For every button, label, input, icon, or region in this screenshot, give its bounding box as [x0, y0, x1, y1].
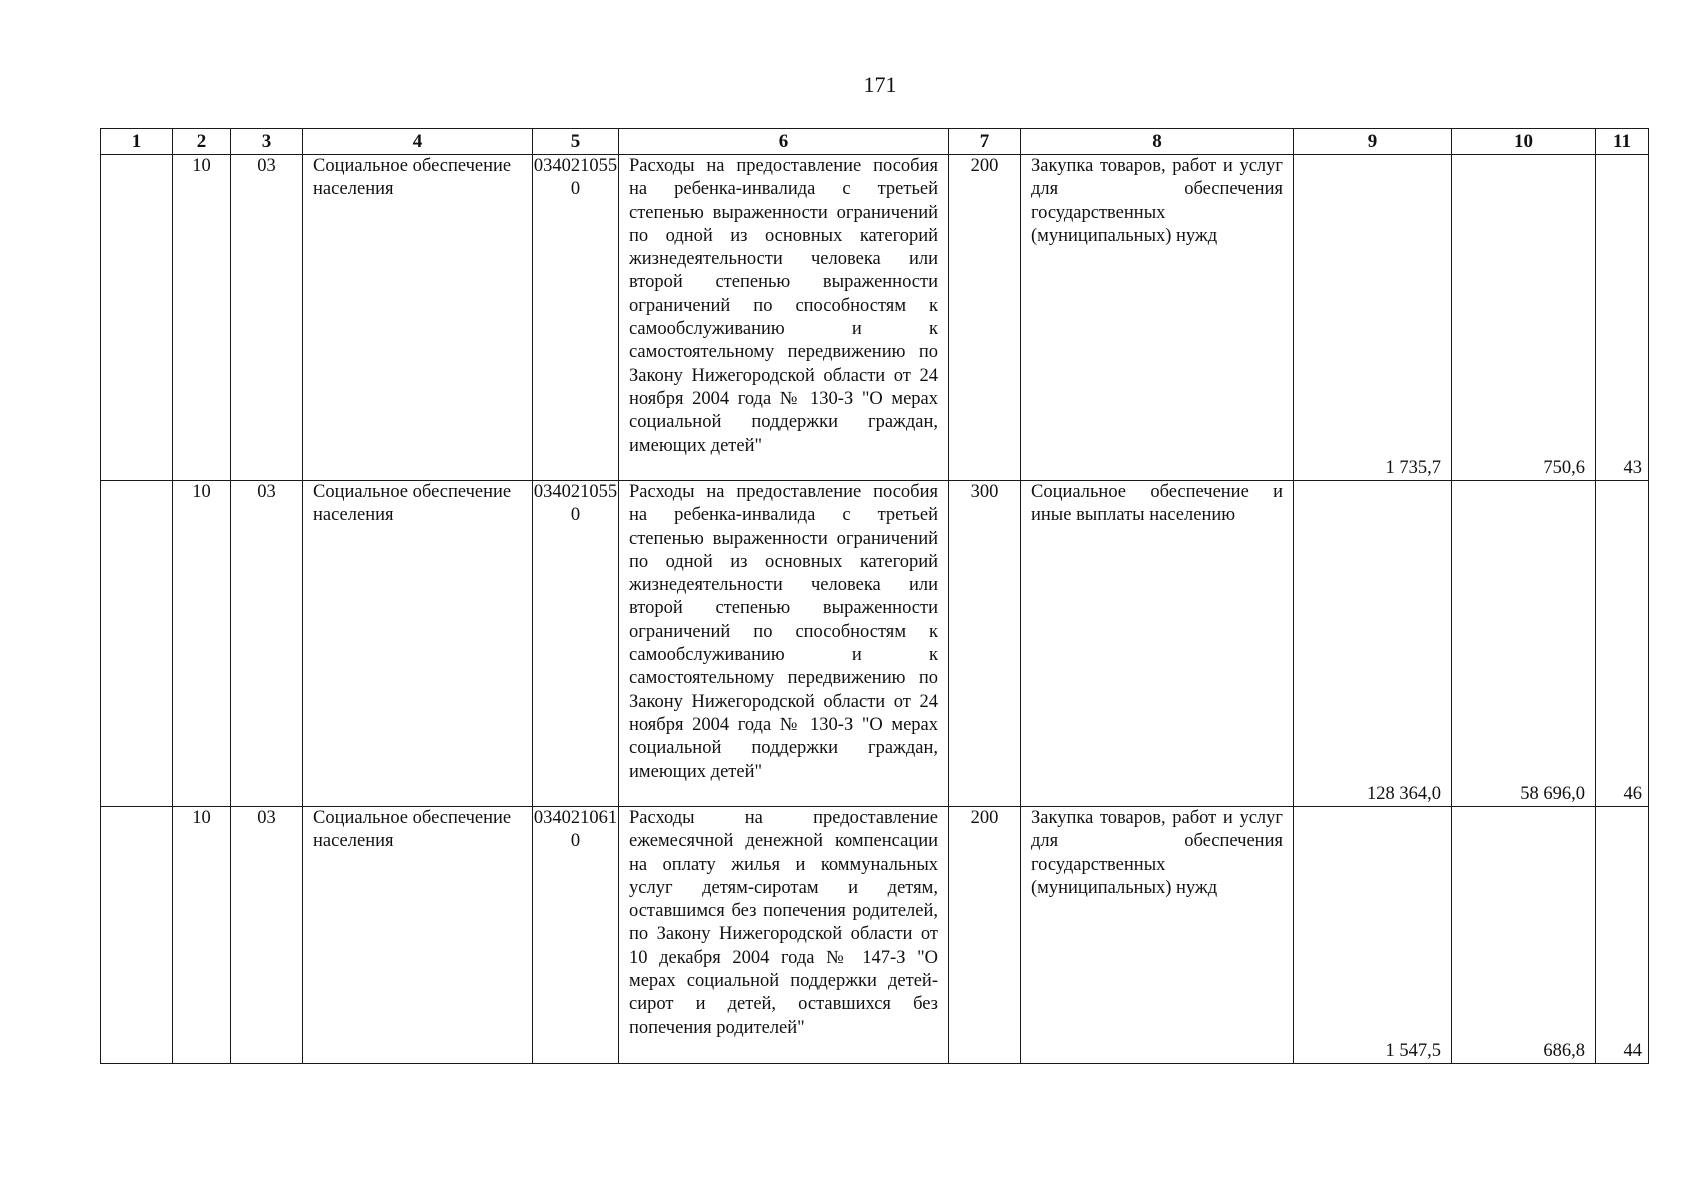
header-col-5: 5: [533, 129, 619, 155]
cell-section: 10: [173, 481, 231, 807]
cell-amount-plan: 1 547,5: [1294, 807, 1452, 1064]
cell-target-code: 0340210550: [533, 155, 619, 481]
header-col-6: 6: [619, 129, 949, 155]
cell-expense-type-name: Закупка товаров, работ и услуг для обеспечения государственных (муниципальных) нужд: [1021, 155, 1294, 481]
cell-percent: 44: [1596, 807, 1649, 1064]
budget-table: [100, 128, 1649, 1064]
cell-percent: 46: [1596, 481, 1649, 807]
header-col-9: 9: [1294, 129, 1452, 155]
cell-target-code: 0340210550: [533, 481, 619, 807]
cell-section: 10: [173, 155, 231, 481]
cell-amount-actual: 750,6: [1452, 155, 1596, 481]
table-row: [101, 155, 1649, 481]
header-col-2: 2: [173, 129, 231, 155]
cell-expense-type-name: Социальное обеспечение и иные выплаты населению: [1021, 481, 1294, 807]
cell-expense-type-code: 200: [949, 155, 1021, 481]
cell-section-name: Социальное обеспечение населения: [303, 481, 533, 807]
header-col-7: 7: [949, 129, 1021, 155]
cell-col1: [101, 807, 173, 1064]
cell-col1: [101, 155, 173, 481]
cell-amount-actual: 58 696,0: [1452, 481, 1596, 807]
cell-percent: 43: [1596, 155, 1649, 481]
page-number: 171: [863, 72, 897, 97]
cell-col1: [101, 481, 173, 807]
header-col-1: 1: [101, 129, 173, 155]
cell-section: 10: [173, 807, 231, 1064]
header-col-8: 8: [1021, 129, 1294, 155]
table-row: [101, 481, 1649, 807]
table-header-row: [101, 129, 1649, 155]
header-col-10: 10: [1452, 129, 1596, 155]
table-row: [101, 807, 1649, 1064]
cell-expense-type-code: 300: [949, 481, 1021, 807]
cell-amount-actual: 686,8: [1452, 807, 1596, 1064]
header-col-3: 3: [231, 129, 303, 155]
cell-section-name: Социальное обеспечение населения: [303, 807, 533, 1064]
header-col-11: 11: [1596, 129, 1649, 155]
cell-amount-plan: 128 364,0: [1294, 481, 1452, 807]
cell-subsection: 03: [231, 155, 303, 481]
header-col-4: 4: [303, 129, 533, 155]
cell-subsection: 03: [231, 481, 303, 807]
cell-amount-plan: 1 735,7: [1294, 155, 1452, 481]
cell-expense-type-code: 200: [949, 807, 1021, 1064]
cell-section-name: Социальное обеспечение населения: [303, 155, 533, 481]
cell-expense-description: Расходы на предоставление пособия на ребенка-инвалида с третьей степенью выраженности ограничений по одной из основных категорий жизнедеятельности человека или второй степенью выраженности ограничений по способностям к самообслуживанию и к самостоятельному передвижению по Закону Нижегородской области от 24 ноября 2004 года № 130-З "О мерах социальной поддержки граждан, имеющих детей": [619, 481, 949, 807]
cell-expense-description: Расходы на предоставление ежемесячной денежной компенсации на оплату жилья и коммунальных услуг детям-сиротам и детям, оставшимся без попечения родителей, по Закону Нижегородской области от 10 декабря 2004 года № 147-З "О мерах социальной поддержки детей-сирот и детей, оставшихся без попечения родителей": [619, 807, 949, 1064]
cell-target-code: 0340210610: [533, 807, 619, 1064]
cell-subsection: 03: [231, 807, 303, 1064]
cell-expense-description: Расходы на предоставление пособия на ребенка-инвалида с третьей степенью выраженности ограничений по одной из основных категорий жизнедеятельности человека или второй степенью выраженности ограничений по способностям к самообслуживанию и к самостоятельному передвижению по Закону Нижегородской области от 24 ноября 2004 года № 130-З "О мерах социальной поддержки граждан, имеющих детей": [619, 155, 949, 481]
cell-expense-type-name: Закупка товаров, работ и услуг для обеспечения государственных (муниципальных) нужд: [1021, 807, 1294, 1064]
